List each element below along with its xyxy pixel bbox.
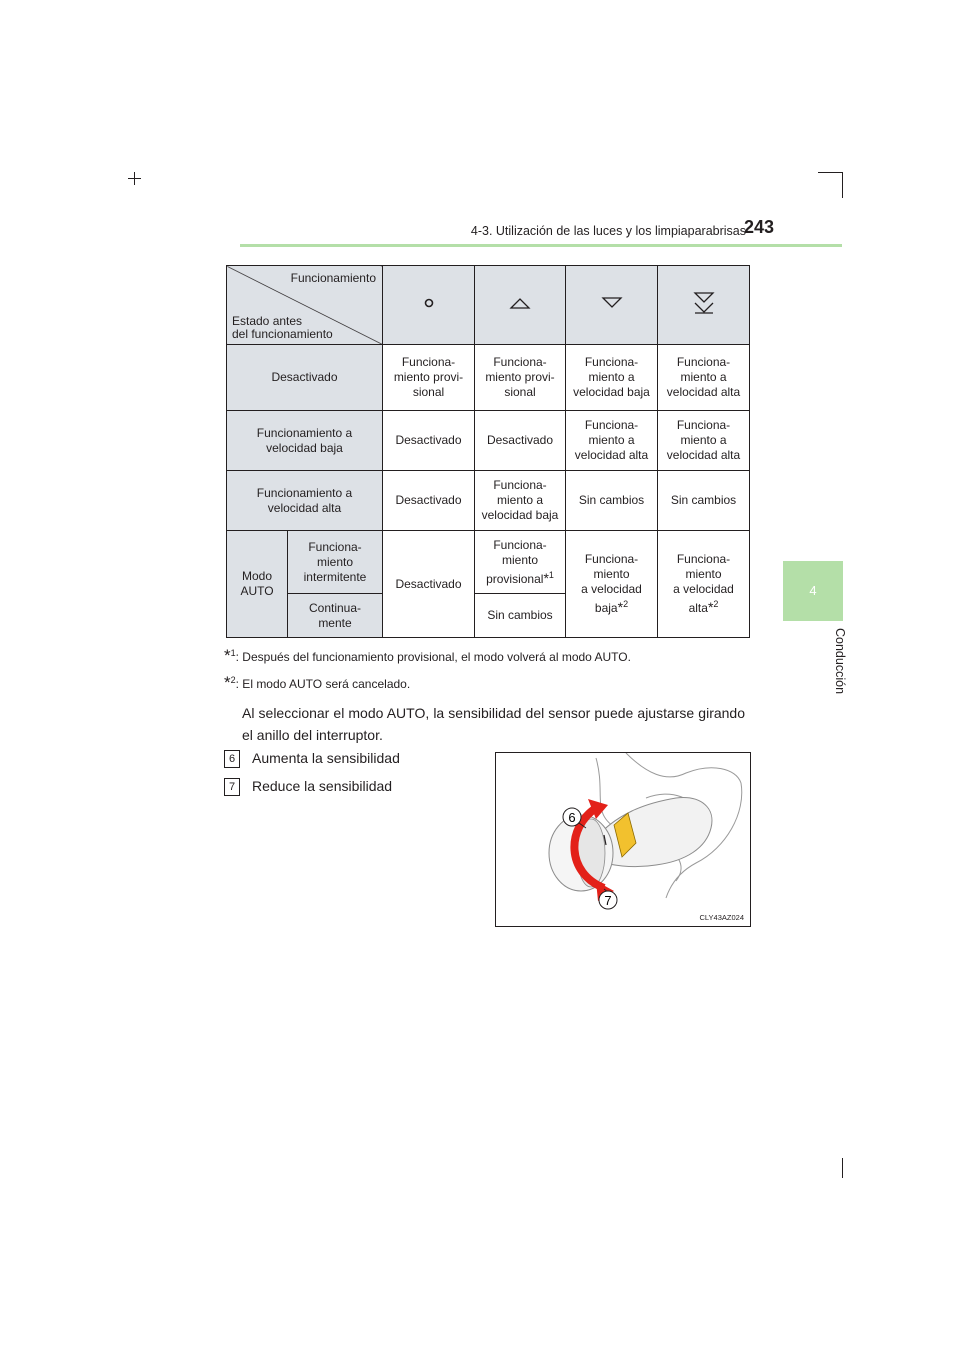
mist-ring-icon [422, 296, 436, 310]
table-row [227, 471, 750, 531]
state-auto-mode: Modo AUTO [227, 531, 288, 638]
table-row [227, 411, 750, 471]
crop-mark [842, 172, 843, 198]
col-raise-header [475, 266, 566, 345]
table-cell: Funciona- miento a velocidad baja [475, 471, 566, 531]
corner-state-label: Estado antes del funcionamiento [232, 314, 333, 341]
figure-code: CLY43AZ024 [699, 913, 744, 922]
table-cell: Desactivado [383, 471, 475, 531]
chapter-title: Conducción [833, 628, 847, 695]
table-cell: Sin cambios [475, 594, 566, 638]
chapter-tab: 4 [783, 561, 843, 621]
auto-continuous-label: Continua- mente [288, 594, 383, 638]
wiper-switch-illustration [496, 753, 750, 926]
table-cell: Sin cambios [658, 471, 750, 531]
state-high-speed: Funcionamiento a velocidad alta [227, 471, 383, 531]
lower-twice-icon [693, 291, 715, 315]
section-title: 4-3. Utilización de las luces y los limpiaparabrisas [470, 224, 746, 238]
list-item: 7 Reduce la sensibilidad [224, 778, 392, 796]
lower-once-icon [601, 296, 623, 310]
auto-intermittent-label: Funciona- miento intermitente [288, 531, 383, 594]
crop-mark [842, 1158, 843, 1178]
table-cell: Funciona- miento provisional*$^1$ [475, 531, 566, 594]
table-cell: Desactivado [383, 531, 475, 638]
table-row [227, 345, 750, 411]
table-cell: Funciona- miento a velocidad alta [566, 411, 658, 471]
callout-6: 6 [568, 810, 576, 825]
state-off: Desactivado [227, 345, 383, 411]
col-lower-twice-header [658, 266, 750, 345]
table-cell: Funciona- miento a velocidad baja [566, 345, 658, 411]
body-paragraph: Al seleccionar el modo AUTO, la sensibilidad del sensor puede ajustarse girando el anillo del interruptor. [242, 705, 745, 743]
callout-number: 6 [224, 750, 240, 768]
table-cell: Funciona- miento provi- sional [383, 345, 475, 411]
header-rule [240, 244, 842, 247]
table-cell: Sin cambios [566, 471, 658, 531]
col-mist-header [383, 266, 475, 345]
page-number: 243 [743, 217, 774, 237]
col-lower-header [566, 266, 658, 345]
footnote-1: *$^1$: Después del funcionamiento provisional, el modo volverá al modo AUTO. [224, 646, 631, 665]
callout-number: 7 [224, 778, 240, 796]
table-cell: Funciona- miento a velocidad baja*$^2$ [566, 531, 658, 638]
table-cell: Desactivado [383, 411, 475, 471]
table-cell: Funciona- miento provi- sional [475, 345, 566, 411]
table-row [227, 531, 750, 594]
crop-mark [818, 172, 842, 173]
sensitivity-ring-figure [495, 752, 751, 927]
table-header-row [227, 266, 750, 345]
state-low-speed: Funcionamiento a velocidad baja [227, 411, 383, 471]
raise-once-icon [509, 296, 531, 310]
table-corner [227, 266, 383, 345]
footnote-2: *$^2$: El modo AUTO será cancelado. [224, 673, 411, 692]
list-item: 6 Aumenta la sensibilidad [224, 750, 400, 768]
table-cell: Desactivado [475, 411, 566, 471]
wiper-operation-table [226, 265, 750, 638]
table-cell: Funciona- miento a velocidad alta [658, 411, 750, 471]
table-cell: Funciona- miento a velocidad alta [658, 345, 750, 411]
table-cell: Funciona- miento a velocidad alta*$^2$ [658, 531, 750, 638]
crop-mark [128, 178, 141, 179]
callout-7: 7 [604, 893, 612, 908]
corner-operation-label: Funcionamiento [290, 271, 376, 285]
